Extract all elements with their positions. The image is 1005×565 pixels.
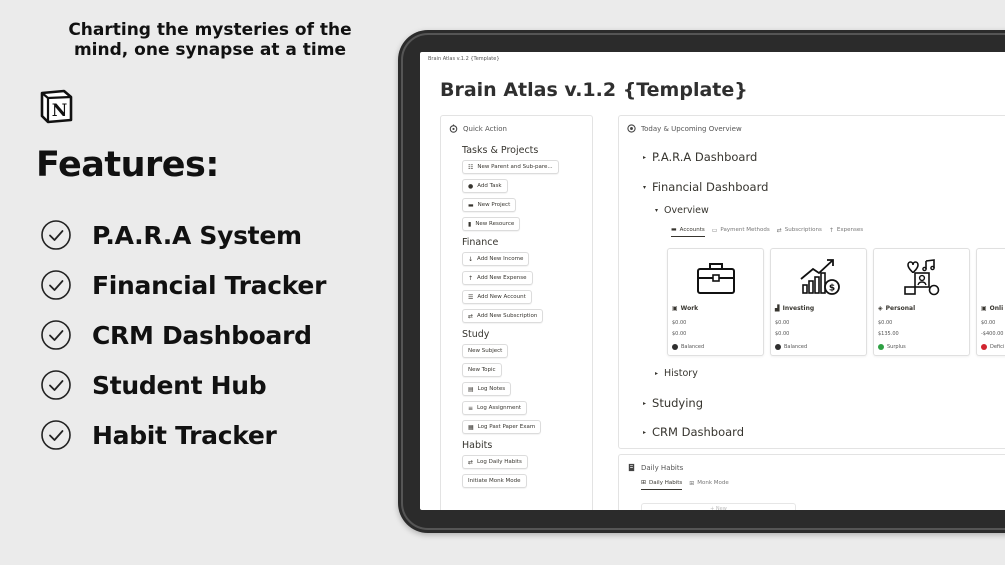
quick-action-button[interactable]	[462, 401, 527, 415]
bookmark-icon: ▮	[468, 220, 472, 228]
repeat-icon: ⇄	[776, 226, 782, 234]
feature-item	[40, 360, 326, 410]
tagline: Charting the mysteries of the mind, one synapse at a time	[68, 20, 352, 60]
online-icon	[977, 249, 1005, 304]
toggle-closed-icon: ▸	[655, 370, 659, 377]
tablet-frame	[398, 30, 1005, 533]
quick-action-button[interactable]	[462, 290, 532, 304]
quick-action-button[interactable]	[462, 344, 508, 358]
card-value: $0.00	[672, 331, 687, 337]
investing-icon: ▟	[775, 305, 780, 312]
quick-action-panel	[440, 115, 593, 510]
card-name: Onli	[989, 305, 1004, 312]
quick-action-button-label: New Topic	[468, 367, 496, 373]
quick-action-button[interactable]	[462, 198, 516, 212]
status-badge: Balanced	[672, 344, 704, 350]
account-card-work[interactable]	[667, 248, 764, 356]
status-badge: Defici	[981, 344, 1004, 350]
quick-action-button[interactable]	[462, 382, 511, 396]
toggle-closed-icon: ▸	[643, 428, 647, 436]
toggle-open-icon: ▾	[655, 207, 659, 214]
quick-action-button[interactable]	[462, 179, 508, 193]
quick-action-button[interactable]	[462, 363, 502, 377]
feature-item	[40, 210, 326, 260]
check-circle-icon	[40, 369, 72, 401]
toggle-overview[interactable]: ▾ Overview	[655, 205, 709, 216]
overview-title: Today & Upcoming Overview	[641, 124, 742, 133]
quick-action-button-label: Initiate Monk Mode	[468, 478, 521, 484]
arrow-down-icon: ↓	[468, 255, 474, 263]
window-title: Brain Atlas v.1.2 {Template}	[428, 56, 500, 62]
features-title: Features:	[36, 145, 219, 185]
quick-action-button[interactable]	[462, 474, 527, 488]
list-icon: ☰	[468, 293, 474, 301]
tab-accounts[interactable]: ▬ Accounts	[671, 226, 705, 237]
card-name: Personal	[885, 305, 916, 312]
toggle-para-dashboard[interactable]: ▸ P.A.R.A Dashboard	[643, 150, 758, 164]
svg-text:$: $	[828, 283, 835, 293]
feature-label: Student Hub	[92, 370, 267, 400]
assignment-icon: ≡	[468, 404, 474, 412]
arrow-up-icon: ↑	[468, 274, 474, 282]
target-icon	[627, 124, 636, 133]
quick-action-button-label: Log Assignment	[477, 405, 521, 411]
overview-panel	[618, 115, 1005, 449]
arrow-up-icon: ↑	[828, 226, 834, 234]
grid-icon: ⊞	[689, 479, 695, 487]
account-card-online[interactable]	[976, 248, 1005, 356]
quick-action-icon	[449, 124, 458, 133]
account-cards	[667, 248, 1005, 356]
repeat-icon: ⇄	[468, 458, 474, 466]
tab-subscriptions[interactable]: ⇄ Subscriptions	[776, 226, 822, 234]
card-value: -$400.00	[981, 331, 1004, 337]
card-value: $0.00	[775, 320, 790, 326]
check-circle-icon	[40, 419, 72, 451]
quick-action-button-label: Add New Subscription	[477, 313, 538, 319]
notion-logo-letter: N	[51, 101, 68, 121]
tab-expenses[interactable]: ↑ Expenses	[828, 226, 864, 234]
card-value: $0.00	[775, 331, 790, 337]
daily-habits-title: Daily Habits	[641, 463, 684, 472]
feature-list	[40, 210, 326, 460]
toggle-financial-dashboard[interactable]: ▾ Financial Dashboard	[643, 180, 769, 194]
quick-action-button-label: Add New Income	[477, 256, 524, 262]
quick-action-button-label: New Resource	[475, 221, 515, 227]
quick-action-button[interactable]	[462, 160, 559, 174]
card-value: $0.00	[981, 320, 996, 326]
toggle-crm-dashboard[interactable]: ▸ CRM Dashboard	[643, 425, 745, 439]
card-name: Investing	[782, 305, 815, 312]
quick-action-button[interactable]	[462, 252, 529, 266]
quick-action-button-label: Log Notes	[477, 386, 506, 392]
card-value: $0.00	[672, 320, 687, 326]
briefcase-icon	[668, 249, 763, 304]
daily-habits-panel	[618, 454, 1005, 510]
status-badge: Surplus	[878, 344, 906, 350]
feature-label: Financial Tracker	[92, 270, 327, 300]
feature-item	[40, 310, 326, 360]
quick-action-content	[462, 145, 590, 494]
check-circle-icon	[40, 269, 72, 301]
status-dot	[981, 344, 987, 350]
quick-action-button[interactable]	[462, 455, 528, 469]
status-badge: Balanced	[775, 344, 807, 350]
repeat-icon: ⇄	[468, 312, 474, 320]
account-card-personal[interactable]	[873, 248, 970, 356]
check-circle-icon	[40, 319, 72, 351]
qa-section-title: Tasks & Projects	[462, 145, 539, 156]
quick-action-button-label: New Subject	[468, 348, 503, 354]
quick-action-header	[449, 124, 507, 133]
qa-section-title: Habits	[462, 440, 493, 451]
quick-action-button-label: New Project	[477, 202, 511, 208]
card-icon: ▭	[711, 226, 718, 234]
feature-label: P.A.R.A System	[92, 220, 302, 250]
quick-action-button-label: Add New Expense	[477, 275, 527, 281]
quick-action-button-label: New Parent and Sub-pare...	[477, 164, 553, 170]
daily-habits-header	[627, 463, 683, 472]
tab-monk-mode[interactable]: ⊞ Monk Mode	[689, 479, 729, 487]
chart-growth-icon	[771, 249, 866, 304]
toggle-studying[interactable]: ▸ Studying	[643, 396, 704, 410]
check-circle-icon	[40, 219, 72, 251]
qa-section-title: Finance	[462, 237, 499, 248]
tab-payment-methods[interactable]: ▭ Payment Methods	[711, 226, 770, 234]
check-circle-icon: ●	[468, 182, 474, 190]
qa-section	[462, 237, 590, 323]
card-name: Work	[680, 305, 699, 312]
quick-action-button[interactable]	[462, 309, 543, 323]
qa-section-title: Study	[462, 329, 490, 340]
toggle-closed-icon: ▸	[643, 153, 647, 161]
personal-small-icon: ◈	[878, 305, 883, 312]
new-habit-row[interactable]: + New	[641, 503, 796, 510]
work-icon: ▣	[672, 305, 678, 312]
grid-icon: ⊞	[641, 479, 647, 486]
notion-logo-icon	[38, 88, 74, 124]
tab-daily-habits[interactable]: ⊞ Daily Habits	[641, 479, 682, 490]
feature-label: Habit Tracker	[92, 420, 277, 450]
qa-section	[462, 145, 590, 231]
personal-icon	[874, 249, 969, 304]
account-card-investing[interactable]	[770, 248, 867, 356]
status-dot	[878, 344, 884, 350]
habits-icon	[627, 463, 636, 472]
quick-action-button-label: Log Past Paper Exam	[477, 424, 536, 430]
toggle-history[interactable]: ▸ History	[655, 368, 698, 379]
quick-action-button[interactable]	[462, 271, 533, 285]
quick-action-button-label: Add Task	[477, 183, 502, 189]
quick-action-title: Quick Action	[463, 124, 507, 133]
card-value: $135.00	[878, 331, 899, 337]
quick-action-button[interactable]	[462, 217, 520, 231]
feature-item	[40, 410, 326, 460]
qa-section	[462, 329, 590, 434]
feature-label: CRM Dashboard	[92, 320, 312, 350]
qa-section	[462, 440, 590, 488]
status-dot	[672, 344, 678, 350]
page-title: Brain Atlas v.1.2 {Template}	[440, 79, 748, 101]
overview-header	[627, 124, 742, 133]
folder-icon: ▬	[468, 201, 474, 209]
card-value: $0.00	[878, 320, 893, 326]
notion-screen	[420, 52, 1005, 510]
list-icon: ☷	[468, 163, 474, 171]
status-dot	[775, 344, 781, 350]
toggle-closed-icon: ▸	[643, 399, 647, 407]
quick-action-button[interactable]	[462, 420, 541, 434]
note-icon: ▤	[468, 385, 474, 393]
online-small-icon: ▣	[981, 305, 987, 312]
toggle-open-icon: ▾	[643, 183, 647, 191]
habits-tabs	[641, 479, 736, 490]
exam-icon: ▦	[468, 423, 474, 431]
quick-action-button-label: Log Daily Habits	[477, 459, 522, 465]
finance-tabs	[671, 226, 870, 237]
wallet-icon: ▬	[671, 226, 677, 233]
feature-item	[40, 260, 326, 310]
quick-action-button-label: Add New Account	[477, 294, 526, 300]
